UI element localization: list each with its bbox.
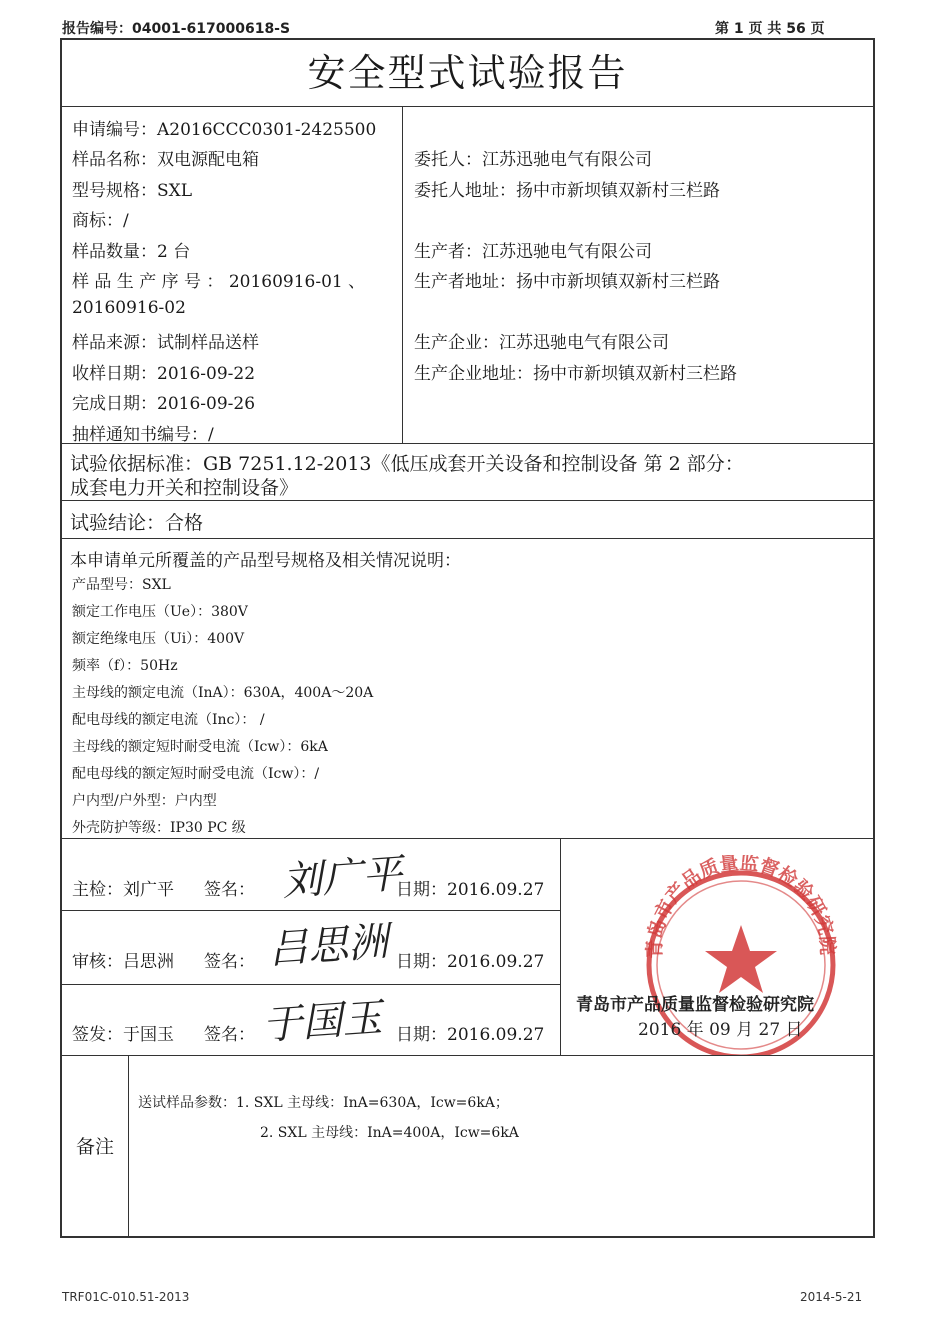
sample-source: 样品来源：试制样品送样 (72, 333, 259, 353)
list-item: 产品型号：SXL (72, 577, 171, 593)
list-item: 额定绝缘电压（Ui）：400V (72, 631, 245, 647)
model-spec: 型号规格：SXL (72, 181, 193, 201)
reviewer-role: 审核：吕思洲 (72, 952, 174, 972)
divider (60, 106, 875, 107)
divider (60, 538, 875, 539)
institute-name: 青岛市产品质量监督检验研究院 (576, 995, 814, 1015)
sample-quantity: 样品数量：2 台 (72, 242, 191, 262)
application-number: 申请编号：A2016CCC0301-2425500 (72, 120, 377, 140)
issuer-signature: 于国玉 (260, 994, 384, 1050)
reviewer-date: 日期：2016.09.27 (396, 952, 545, 972)
remarks-line1: 送试样品参数：1. SXL 主母线：InA=630A，Icw=6kA； (138, 1095, 509, 1111)
form-code: TRF01C-010.51-2013 (62, 1290, 190, 1304)
divider (60, 838, 875, 839)
list-item: 频率（f）：50Hz (72, 658, 178, 674)
divider (60, 910, 560, 911)
test-standard-line2: 成套电力开关和控制设备》 (70, 477, 299, 499)
factory: 生产企业：江苏迅驰电气有限公司 (414, 333, 669, 353)
form-date: 2014-5-21 (800, 1290, 863, 1304)
remarks-line2: 2. SXL 主母线：InA=400A，Icw=6kA (260, 1125, 519, 1141)
issuer-role: 签发：于国玉 (72, 1025, 174, 1045)
divider (60, 984, 560, 985)
coverage-heading: 本申请单元所覆盖的产品型号规格及相关情况说明： (70, 551, 461, 571)
list-item: 额定工作电压（Ue）：380V (72, 604, 248, 620)
list-item: 外壳防护等级：IP30 PC 级 (72, 820, 246, 836)
sample-serial-cont: 20160916-02 (72, 298, 186, 318)
divider-vertical (402, 106, 403, 443)
star-icon (705, 925, 777, 993)
divider (60, 1055, 875, 1056)
sample-name: 样品名称：双电源配电箱 (72, 150, 259, 170)
divider-vertical (560, 838, 561, 1055)
reviewer-signature: 吕思洲 (266, 918, 390, 974)
list-item: 配电母线的额定电流（Inc）： / (72, 712, 265, 728)
factory-address: 生产企业地址：扬中市新坝镇双新村三栏路 (414, 364, 737, 384)
receive-date: 收样日期：2016-09-22 (72, 364, 256, 384)
remarks-label: 备注 (76, 1136, 115, 1158)
divider (60, 500, 875, 501)
sign-label: 签名： (204, 1025, 255, 1045)
list-item: 主母线的额定电流（InA）：630A，400A～20A (72, 685, 374, 701)
trademark: 商标：/ (72, 211, 129, 231)
divider-vertical (128, 1055, 129, 1238)
report-number: 报告编号：04001-617000618-S (62, 21, 291, 37)
client-address: 委托人地址：扬中市新坝镇双新村三栏路 (414, 181, 720, 201)
sign-label: 签名： (204, 880, 255, 900)
producer-address: 生产者地址：扬中市新坝镇双新村三栏路 (414, 272, 720, 292)
page-info: 第 1 页 共 56 页 (715, 21, 825, 37)
complete-date: 完成日期：2016-09-26 (72, 394, 256, 414)
stamp-date: 2016 年 09 月 27 日 (638, 1020, 803, 1040)
sign-label: 签名： (204, 952, 255, 972)
inspector-signature: 刘广平 (280, 850, 404, 906)
client: 委托人：江苏迅驰电气有限公司 (414, 150, 652, 170)
test-standard-line1: 试验依据标准：GB 7251.12-2013《低压成套开关设备和控制设备 第 2 部分： (70, 453, 744, 475)
sample-serial: 样 品 生 产 序 号 ： 20160916-01 、 (72, 272, 366, 292)
list-item: 配电母线的额定短时耐受电流（Icw）：/ (72, 766, 320, 782)
list-item: 主母线的额定短时耐受电流（Icw）：6kA (72, 739, 328, 755)
producer: 生产者：江苏迅驰电气有限公司 (414, 242, 652, 262)
issuer-date: 日期：2016.09.27 (396, 1025, 545, 1045)
test-conclusion: 试验结论：合格 (70, 512, 204, 534)
sampling-notice-number: 抽样通知书编号：/ (72, 425, 214, 445)
seal-ring-text: 青岛市产品质量监督检验研究院 (643, 855, 839, 959)
list-item: 户内型/户外型：户内型 (72, 793, 217, 809)
inspector-role: 主检：刘广平 (72, 880, 174, 900)
inspector-date: 日期：2016.09.27 (396, 880, 545, 900)
report-title: 安全型式试验报告 (307, 51, 628, 95)
